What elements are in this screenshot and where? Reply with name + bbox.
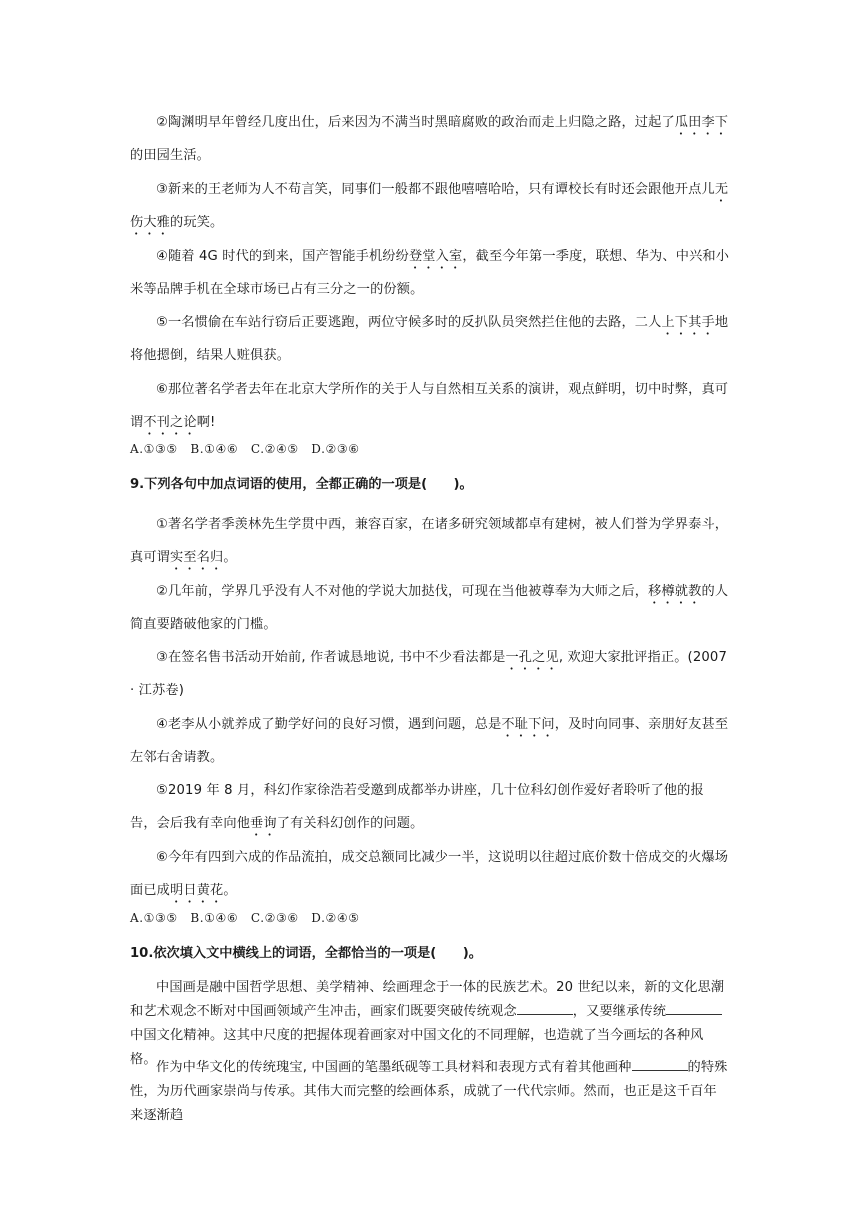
sentence-text: ⑥今年有四到六成的作品流拍，成交总额同比减少一半，这说明以往超过底价数十倍成交的火爆场面已成 xyxy=(130,850,729,898)
q10-passage-2 xyxy=(130,1056,730,1128)
sentence-text: 啊! xyxy=(196,415,216,430)
dotted-phrase: 登堂入室 xyxy=(408,249,463,264)
sentence-text: 。 xyxy=(223,883,237,898)
sentence-text: ④老李从小就养成了勤学好问的良好习惯，遇到问题，总是 xyxy=(156,717,502,732)
sentence-5 xyxy=(130,306,730,372)
q9-sentence-4 xyxy=(130,708,730,774)
sentence-text: ③在签名售书活动开始前, 作者诚恳地说, 书中不少看法都是 xyxy=(156,650,506,665)
dotted-phrase: 瓜田李下 xyxy=(674,115,729,130)
q9-sentence-6 xyxy=(130,841,730,907)
sentence-text: 了有关科幻创作的问题。 xyxy=(276,816,424,831)
sentence-text: ⑤一名惯偷在车站行窃后正要逃跑，两位守候多时的反扒队员突然拦住他的去路，二人 xyxy=(156,315,662,330)
dotted-phrase: 垂询 xyxy=(250,816,277,831)
q8-options: A.①③⑤ B.①④⑥ C.②④⑤ D.②③⑥ xyxy=(130,442,360,456)
sentence-text: , 欢迎大家批评指正。(2007 · 江苏卷) xyxy=(130,650,727,698)
sentence-text: ④随着 4G 时代的到来，国产智能手机纷纷 xyxy=(156,249,409,264)
sentence-text: ①著名学者季羡林先生学贯中西，兼容百家，在诸多研究领域都卓有建树，被人们誉为学界泰斗，真可谓 xyxy=(130,517,729,565)
dotted-phrase: 移樽就教 xyxy=(648,584,702,599)
dotted-phrase: 不刊之论 xyxy=(143,415,197,430)
dotted-phrase: 实至名归 xyxy=(170,550,224,565)
passage-text: ，又要继承传统 xyxy=(572,1004,667,1019)
sentence-text: ⑥那位著名学者去年在北京大学所作的关于人与自然相互关系的演讲，观点鲜明，切中时弊，真可谓 xyxy=(130,382,729,430)
sentence-6 xyxy=(130,373,730,439)
sentence-3 xyxy=(130,173,730,239)
sentence-text: ②陶渊明早年曾经几度出仕，后来因为不满当时黑暗腐败的政治而走上归隐之路，过起了 xyxy=(156,115,675,130)
sentence-text: ②几年前，学界几乎没有人不对他的学说大加挞伐，可现在当他被尊奉为大师之后， xyxy=(156,584,649,599)
dotted-phrase: 不耻下问 xyxy=(501,717,555,732)
q9-sentence-3 xyxy=(130,641,730,707)
passage-text: 的特殊性，为历代画家崇尚与传承。其伟大而完整的绘画体系，成就了一代代宗师。然而，也正是这千百年来逐渐趋 xyxy=(130,1060,728,1123)
sentence-text: 的人简直要踏破他家的门槛。 xyxy=(130,584,729,632)
question-10-stem: 10.依次填入文中横线上的词语，全都恰当的一项是( )。 xyxy=(130,946,482,961)
dotted-phrase: 一孔之见 xyxy=(505,650,559,665)
passage-text: 中国文化精神。这其中尺度的把握体现着画家对中国文化的不同理解，也造就了当今画坛的各种风格。 xyxy=(130,1028,704,1067)
dotted-phrase: 上下其手 xyxy=(661,315,715,330)
answer-blank xyxy=(666,1002,722,1015)
dotted-phrase: 明日黄花 xyxy=(170,883,224,898)
q9-options: A.①③⑤ B.①④⑥ C.②③⑥ D.②④⑤ xyxy=(130,911,360,925)
sentence-text: 的田园生活。 xyxy=(130,148,211,163)
sentence-text: 。 xyxy=(223,550,237,565)
sentence-text: 的玩笑。 xyxy=(170,215,224,230)
q9-sentence-5 xyxy=(130,774,730,840)
sentence-4 xyxy=(130,240,730,306)
passage-text: 作为中华文化的传统瑰宝, 中国画的笔墨纸砚等工具材料和表现方式有着其他画种 xyxy=(156,1060,632,1075)
sentence-text: ③新来的王老师为人不苟言笑，同事们一般都不跟他嘻嘻哈哈，只有谭校长有时还会跟他开点儿 xyxy=(156,182,715,197)
sentence-2 xyxy=(130,106,730,172)
answer-blank xyxy=(632,1058,688,1071)
sentence-text: 地将他摁倒，结果人赃俱获。 xyxy=(130,315,729,363)
question-9-stem: 9.下列各句中加点词语的使用，全都正确的一项是( )。 xyxy=(130,477,473,492)
dotted-phrase: 无伤大雅 xyxy=(130,182,729,230)
sentence-text: ⑤2019 年 8 月，科幻作家徐浩若受邀到成都举办讲座，几十位科幻创作爱好者聆听了他的报告，会后我有幸向他 xyxy=(130,783,704,831)
q9-sentence-2 xyxy=(130,575,730,641)
answer-blank xyxy=(517,1002,573,1015)
sentence-text: ，截至今年第一季度，联想、华为、中兴和小米等品牌手机在全球市场已占有三分之一的份额。 xyxy=(130,249,730,297)
passage-text: 中国画是融中国哲学思想、美学精神、绘画理念于一体的民族艺术。20 世纪以来，新的文化思潮和艺术观念不断对中国画领域产生冲击，画家们既要突破传统观念 xyxy=(130,980,725,1019)
q9-sentence-1 xyxy=(130,508,730,574)
sentence-text: ，及时向同事、亲朋好友甚至左邻右舍请教。 xyxy=(130,717,729,765)
